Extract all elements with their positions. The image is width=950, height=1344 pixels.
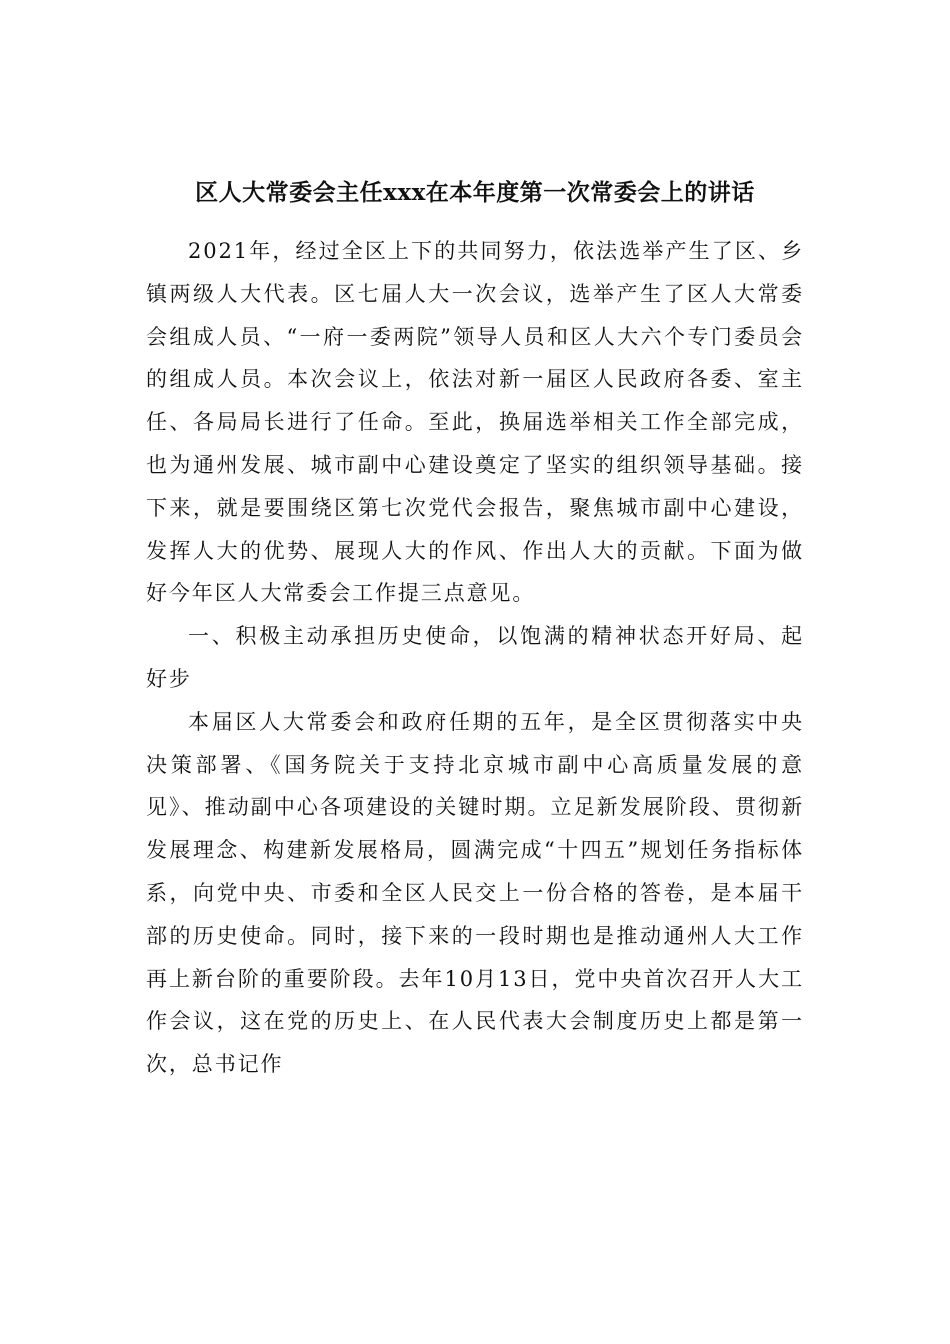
paragraph-section-one: 本届区人大常委会和政府任期的五年，是全区贯彻落实中央决策部署、《国务院关于支持北京城市副中心高质量发展的意见》、推动副中心各项建设的关键时期。立足新发展阶段、贯彻新发展理念、构建新发展格局，圆满完成“十四五”规划任务指标体系，向党中央、市委和全区人民交上一份合格的答卷，是本届干部的历史使命。同时，接下来的一段时期也是推动通州人大工作再上新台阶的重要阶段。去年10月13日，党中央首次召开人大工作会议，这在党的历史上、在人民代表大会制度历史上都是第一次，总书记作 <box>146 709 804 1077</box>
document-body <box>146 230 804 1086</box>
section-heading-one: 一、积极主动承担历史使命，以饱满的精神状态开好局、起好步 <box>146 624 804 691</box>
paragraph-intro: 2021年，经过全区上下的共同努力，依法选举产生了区、乡镇两级人大代表。区七届人大一次会议，选举产生了区人大常委会组成人员、“一府一委两院”领导人员和区人大六个专门委员会的组成人员。本次会议上，依法对新一届区人民政府各委、室主任、各局局长进行了任命。至此，换届选举相关工作全部完成，也为通州发展、城市副中心建设奠定了坚实的组织领导基础。接下来，就是要围绕区第七次党代会报告，聚焦城市副中心建设，发挥人大的优势、展现人大的作风、作出人大的贡献。下面为做好今年区人大常委会工作提三点意见。 <box>146 239 804 606</box>
document-title: 区人大常委会主任xxx在本年度第一次常委会上的讲话 <box>195 179 755 207</box>
